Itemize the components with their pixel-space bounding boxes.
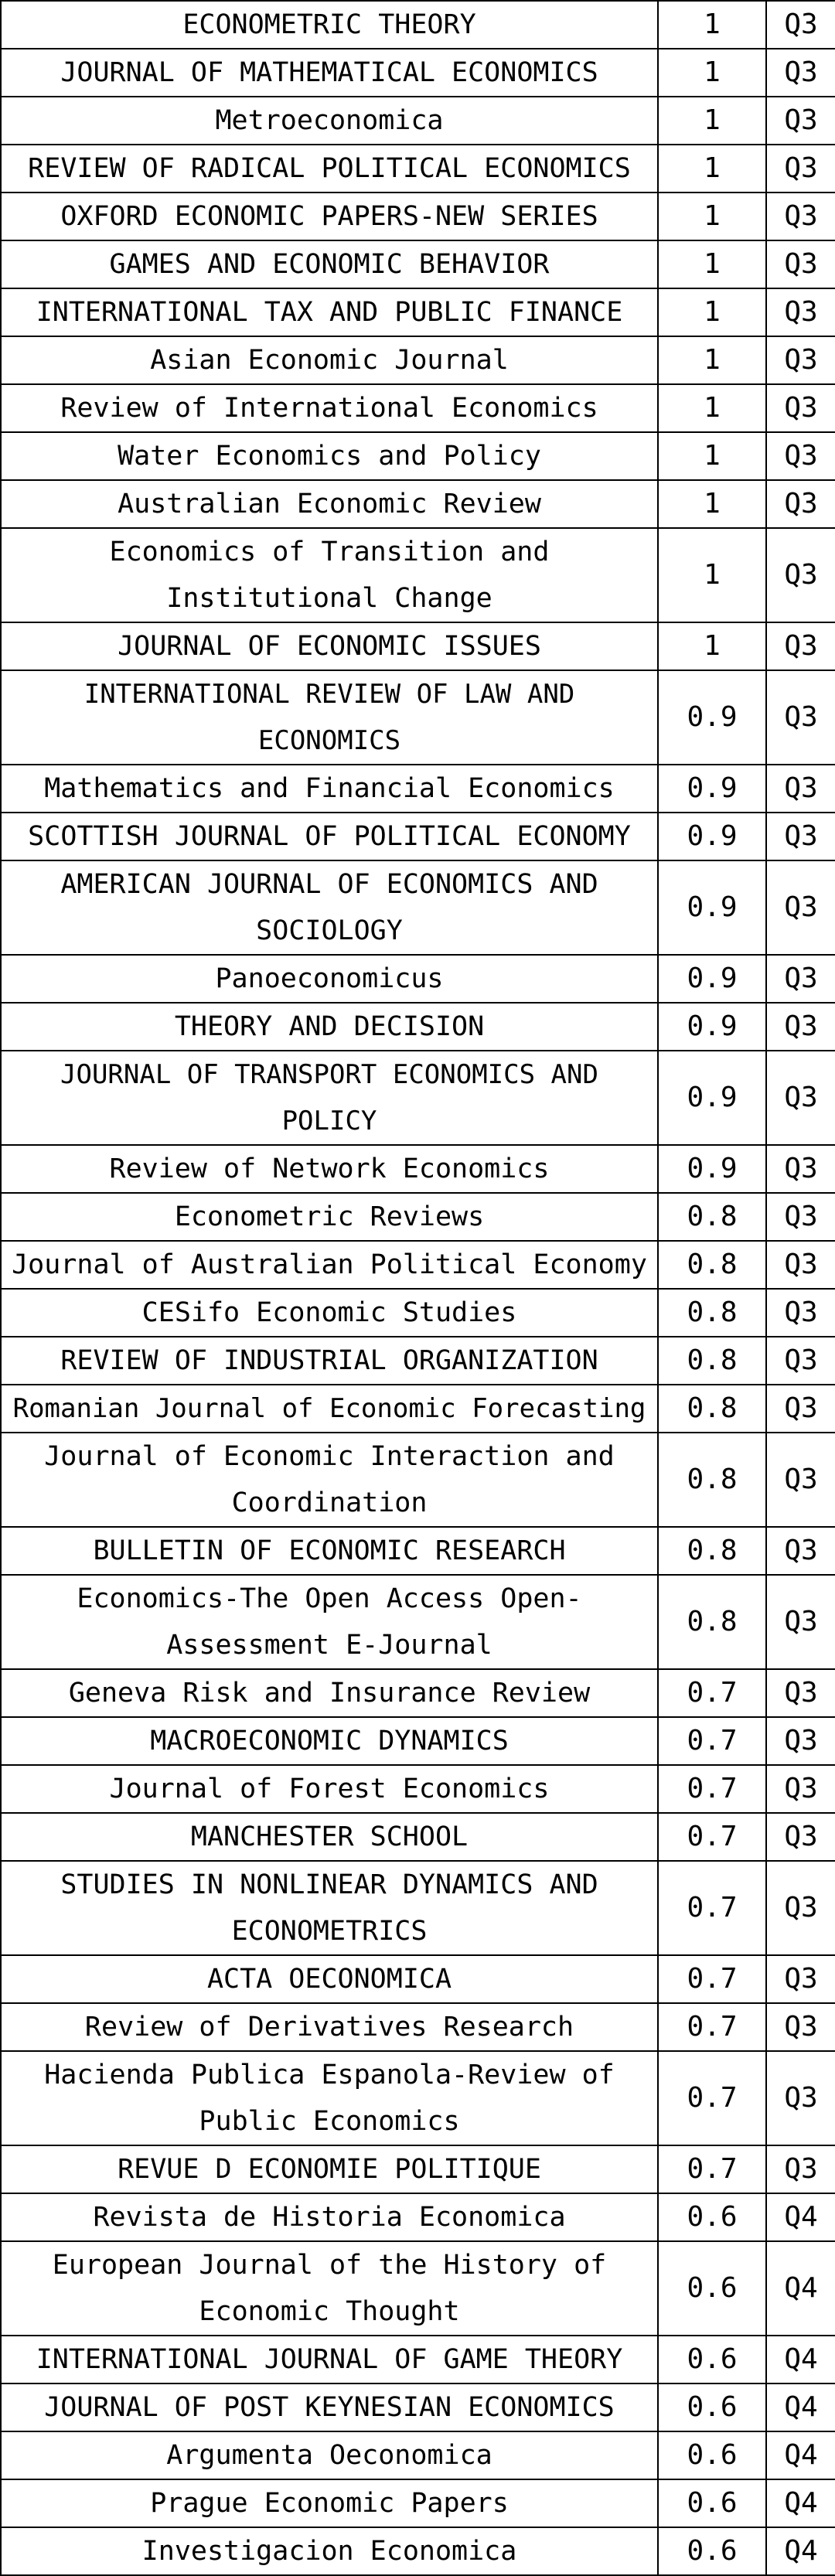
- table-row: [1, 1955, 835, 2003]
- table-row: [1, 1241, 835, 1289]
- table-row: [1, 288, 835, 336]
- table-row: [1, 145, 835, 193]
- table-row: [1, 336, 835, 384]
- quartile-cell: Q3: [766, 860, 835, 955]
- journal-name-cell: BULLETIN OF ECONOMIC RESEARCH: [1, 1527, 658, 1575]
- quartile-cell: Q3: [766, 813, 835, 860]
- journal-name-cell: Asian Economic Journal: [1, 336, 658, 384]
- quartile-cell: Q3: [766, 97, 835, 145]
- quartile-cell: Q4: [766, 2431, 835, 2479]
- journal-name-cell: CESifo Economic Studies: [1, 1289, 658, 1337]
- table-row: [1, 1003, 835, 1051]
- journal-name-cell: Australian Economic Review: [1, 480, 658, 528]
- table-row: [1, 49, 835, 97]
- journal-name-cell: JOURNAL OF POST KEYNESIAN ECONOMICS: [1, 2383, 658, 2431]
- journal-name-cell: Panoeconomicus: [1, 955, 658, 1003]
- score-cell: 0.7: [658, 2051, 766, 2145]
- journal-name-cell: INTERNATIONAL REVIEW OF LAW AND ECONOMICS: [1, 670, 658, 765]
- score-cell: 1: [658, 240, 766, 288]
- quartile-cell: Q3: [766, 49, 835, 97]
- score-cell: 0.9: [658, 860, 766, 955]
- quartile-cell: Q3: [766, 1337, 835, 1385]
- table-row: [1, 622, 835, 670]
- score-cell: 0.6: [658, 2479, 766, 2527]
- table-row: [1, 1575, 835, 1669]
- journal-name-cell: Economics-The Open Access Open-Assessment E-Journal: [1, 1575, 658, 1669]
- table-row: [1, 2241, 835, 2336]
- score-cell: 0.6: [658, 2383, 766, 2431]
- score-cell: 0.9: [658, 765, 766, 813]
- quartile-cell: Q3: [766, 1433, 835, 1527]
- table-row: [1, 432, 835, 480]
- quartile-cell: Q3: [766, 336, 835, 384]
- table-row: [1, 1, 835, 49]
- quartile-cell: Q3: [766, 1717, 835, 1765]
- quartile-cell: Q3: [766, 240, 835, 288]
- table-row: [1, 2479, 835, 2527]
- quartile-cell: Q3: [766, 1193, 835, 1241]
- score-cell: 0.6: [658, 2336, 766, 2383]
- table-row: [1, 2003, 835, 2051]
- table-row: [1, 1145, 835, 1193]
- table-row: [1, 97, 835, 145]
- table-row: [1, 1527, 835, 1575]
- table-row: [1, 1861, 835, 1955]
- journal-name-cell: AMERICAN JOURNAL OF ECONOMICS AND SOCIOLOGY: [1, 860, 658, 955]
- quartile-cell: Q3: [766, 288, 835, 336]
- quartile-cell: Q3: [766, 145, 835, 193]
- quartile-cell: Q3: [766, 765, 835, 813]
- quartile-cell: Q3: [766, 193, 835, 240]
- score-cell: 1: [658, 193, 766, 240]
- score-cell: 0.7: [658, 1813, 766, 1861]
- score-cell: 0.9: [658, 813, 766, 860]
- journal-name-cell: Review of Network Economics: [1, 1145, 658, 1193]
- score-cell: 0.9: [658, 1003, 766, 1051]
- table-row: [1, 2336, 835, 2383]
- score-cell: 0.6: [658, 2193, 766, 2241]
- journal-name-cell: REVIEW OF RADICAL POLITICAL ECONOMICS: [1, 145, 658, 193]
- quartile-cell: Q3: [766, 1813, 835, 1861]
- quartile-cell: Q4: [766, 2383, 835, 2431]
- score-cell: 0.7: [658, 1955, 766, 2003]
- journal-name-cell: INTERNATIONAL JOURNAL OF GAME THEORY: [1, 2336, 658, 2383]
- score-cell: 0.9: [658, 1051, 766, 1145]
- score-cell: 1: [658, 49, 766, 97]
- journal-name-cell: Metroeconomica: [1, 97, 658, 145]
- quartile-cell: Q3: [766, 1241, 835, 1289]
- score-cell: 0.8: [658, 1385, 766, 1433]
- score-cell: 1: [658, 528, 766, 622]
- table-body: [1, 1, 835, 2575]
- journal-name-cell: Journal of Forest Economics: [1, 1765, 658, 1813]
- quartile-cell: Q3: [766, 1385, 835, 1433]
- journal-name-cell: Prague Economic Papers: [1, 2479, 658, 2527]
- table-row: [1, 670, 835, 765]
- quartile-cell: Q3: [766, 1527, 835, 1575]
- score-cell: 0.8: [658, 1289, 766, 1337]
- table-row: [1, 2145, 835, 2193]
- table-row: [1, 1337, 835, 1385]
- score-cell: 1: [658, 1, 766, 49]
- score-cell: 0.7: [658, 1669, 766, 1717]
- table-row: [1, 955, 835, 1003]
- journal-name-cell: Journal of Economic Interaction and Coordination: [1, 1433, 658, 1527]
- journal-name-cell: Hacienda Publica Espanola-Review of Public Economics: [1, 2051, 658, 2145]
- table-row: [1, 2527, 835, 2575]
- score-cell: 0.7: [658, 1765, 766, 1813]
- table-row: [1, 2051, 835, 2145]
- quartile-cell: Q3: [766, 2145, 835, 2193]
- table-row: [1, 384, 835, 432]
- quartile-cell: Q3: [766, 622, 835, 670]
- table-row: [1, 1289, 835, 1337]
- table-row: [1, 2383, 835, 2431]
- quartile-cell: Q3: [766, 2003, 835, 2051]
- journal-name-cell: THEORY AND DECISION: [1, 1003, 658, 1051]
- score-cell: 0.9: [658, 670, 766, 765]
- journal-name-cell: Economics of Transition and Institutional Change: [1, 528, 658, 622]
- journal-name-cell: European Journal of the History of Economic Thought: [1, 2241, 658, 2336]
- table-row: [1, 2431, 835, 2479]
- journal-name-cell: ECONOMETRIC THEORY: [1, 1, 658, 49]
- table-row: [1, 1193, 835, 1241]
- table-row: [1, 240, 835, 288]
- journal-name-cell: JOURNAL OF MATHEMATICAL ECONOMICS: [1, 49, 658, 97]
- quartile-cell: Q3: [766, 1051, 835, 1145]
- journal-name-cell: GAMES AND ECONOMIC BEHAVIOR: [1, 240, 658, 288]
- journal-name-cell: Geneva Risk and Insurance Review: [1, 1669, 658, 1717]
- quartile-cell: Q3: [766, 1575, 835, 1669]
- score-cell: 0.7: [658, 2003, 766, 2051]
- quartile-cell: Q3: [766, 432, 835, 480]
- score-cell: 0.8: [658, 1575, 766, 1669]
- quartile-cell: Q4: [766, 2336, 835, 2383]
- score-cell: 0.8: [658, 1241, 766, 1289]
- journal-name-cell: Journal of Australian Political Economy: [1, 1241, 658, 1289]
- table-row: [1, 860, 835, 955]
- journal-name-cell: JOURNAL OF TRANSPORT ECONOMICS AND POLICY: [1, 1051, 658, 1145]
- score-cell: 1: [658, 288, 766, 336]
- journal-name-cell: INTERNATIONAL TAX AND PUBLIC FINANCE: [1, 288, 658, 336]
- score-cell: 0.8: [658, 1193, 766, 1241]
- quartile-cell: Q3: [766, 670, 835, 765]
- journal-name-cell: SCOTTISH JOURNAL OF POLITICAL ECONOMY: [1, 813, 658, 860]
- quartile-cell: Q3: [766, 955, 835, 1003]
- journal-name-cell: REVIEW OF INDUSTRIAL ORGANIZATION: [1, 1337, 658, 1385]
- journal-name-cell: Investigacion Economica: [1, 2527, 658, 2575]
- score-cell: 0.8: [658, 1433, 766, 1527]
- journal-name-cell: Romanian Journal of Economic Forecasting: [1, 1385, 658, 1433]
- quartile-cell: Q3: [766, 1669, 835, 1717]
- score-cell: 1: [658, 336, 766, 384]
- score-cell: 0.6: [658, 2241, 766, 2336]
- table-row: [1, 1765, 835, 1813]
- quartile-cell: Q3: [766, 1765, 835, 1813]
- table-row: [1, 1813, 835, 1861]
- table-row: [1, 528, 835, 622]
- quartile-cell: Q3: [766, 2051, 835, 2145]
- table-row: [1, 1433, 835, 1527]
- score-cell: 1: [658, 145, 766, 193]
- score-cell: 1: [658, 622, 766, 670]
- table-row: [1, 765, 835, 813]
- journal-name-cell: Revista de Historia Economica: [1, 2193, 658, 2241]
- journal-name-cell: STUDIES IN NONLINEAR DYNAMICS AND ECONOMETRICS: [1, 1861, 658, 1955]
- score-cell: 0.7: [658, 1717, 766, 1765]
- score-cell: 0.8: [658, 1337, 766, 1385]
- quartile-cell: Q4: [766, 2527, 835, 2575]
- quartile-cell: Q4: [766, 2479, 835, 2527]
- score-cell: 0.7: [658, 2145, 766, 2193]
- journal-name-cell: MACROECONOMIC DYNAMICS: [1, 1717, 658, 1765]
- journal-name-cell: OXFORD ECONOMIC PAPERS-NEW SERIES: [1, 193, 658, 240]
- quartile-cell: Q3: [766, 1, 835, 49]
- journal-name-cell: Review of Derivatives Research: [1, 2003, 658, 2051]
- quartile-cell: Q3: [766, 1955, 835, 2003]
- score-cell: 0.8: [658, 1527, 766, 1575]
- score-cell: 1: [658, 384, 766, 432]
- journal-name-cell: MANCHESTER SCHOOL: [1, 1813, 658, 1861]
- journal-name-cell: Mathematics and Financial Economics: [1, 765, 658, 813]
- quartile-cell: Q4: [766, 2193, 835, 2241]
- table-row: [1, 1385, 835, 1433]
- table-row: [1, 813, 835, 860]
- journal-name-cell: REVUE D ECONOMIE POLITIQUE: [1, 2145, 658, 2193]
- score-cell: 1: [658, 97, 766, 145]
- score-cell: 0.6: [658, 2431, 766, 2479]
- quartile-cell: Q3: [766, 1289, 835, 1337]
- journal-name-cell: Argumenta Oeconomica: [1, 2431, 658, 2479]
- journal-name-cell: Water Economics and Policy: [1, 432, 658, 480]
- journal-name-cell: ACTA OECONOMICA: [1, 1955, 658, 2003]
- journal-name-cell: Econometric Reviews: [1, 1193, 658, 1241]
- table-row: [1, 1717, 835, 1765]
- journal-name-cell: Review of International Economics: [1, 384, 658, 432]
- score-cell: 0.7: [658, 1861, 766, 1955]
- score-cell: 0.9: [658, 955, 766, 1003]
- quartile-cell: Q3: [766, 1145, 835, 1193]
- quartile-cell: Q3: [766, 480, 835, 528]
- table-row: [1, 480, 835, 528]
- table-row: [1, 2193, 835, 2241]
- score-cell: 0.6: [658, 2527, 766, 2575]
- quartile-cell: Q3: [766, 1003, 835, 1051]
- quartile-cell: Q3: [766, 528, 835, 622]
- score-cell: 1: [658, 432, 766, 480]
- table-row: [1, 1051, 835, 1145]
- score-cell: 0.9: [658, 1145, 766, 1193]
- quartile-cell: Q4: [766, 2241, 835, 2336]
- quartile-cell: Q3: [766, 1861, 835, 1955]
- journal-name-cell: JOURNAL OF ECONOMIC ISSUES: [1, 622, 658, 670]
- score-cell: 1: [658, 480, 766, 528]
- quartile-cell: Q3: [766, 384, 835, 432]
- table-row: [1, 1669, 835, 1717]
- table-row: [1, 193, 835, 240]
